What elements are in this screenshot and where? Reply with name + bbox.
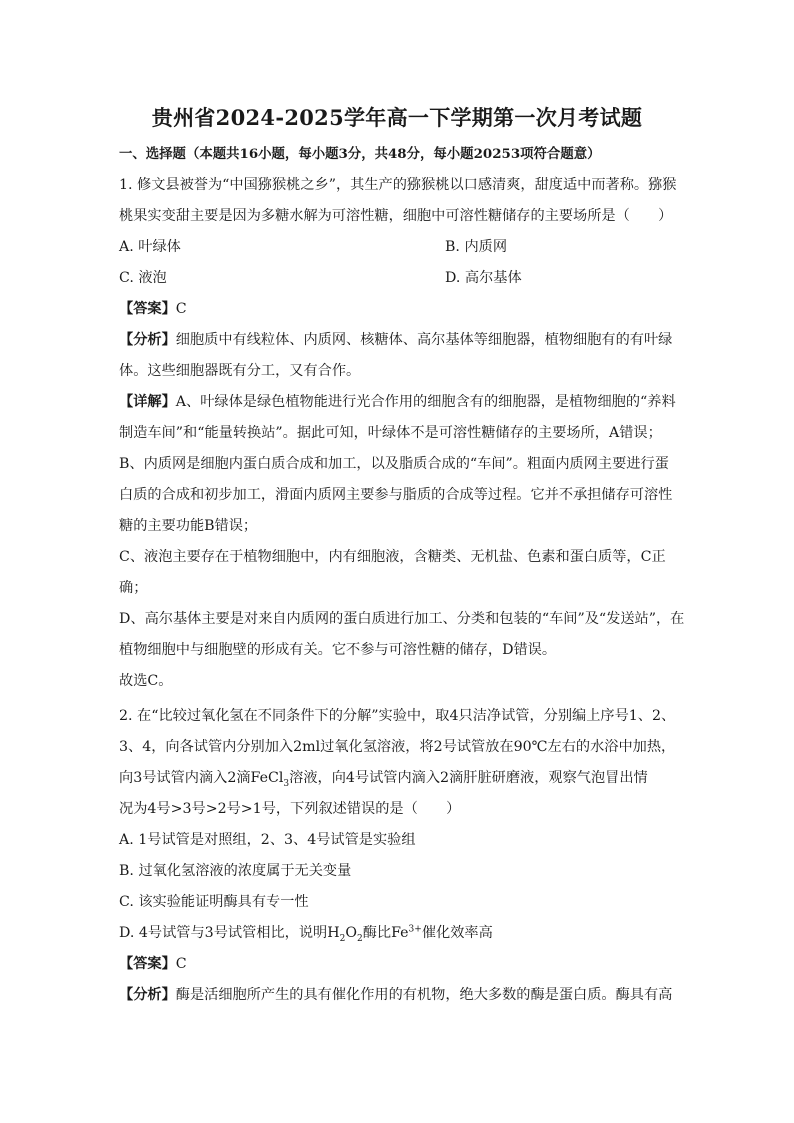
q2-option-d-mid: 酶比Fe [362, 925, 409, 941]
section-heading: 一、选择题（本题共16小题，每小题3分，共48分，每小题20253项符合题意） [119, 146, 601, 162]
q1-conclusion: 故选C。 [119, 673, 173, 689]
analysis-text: 酶是活细胞所产生的具有催化作用的有机物，绝大多数的酶是蛋白质。酶具有高 [175, 987, 673, 1003]
analysis-text: 细胞质中有线粒体、内质网、核糖体、高尔基体等细胞器，植物细胞有的有叶绿 [175, 332, 673, 348]
superscript: 3+ [408, 924, 422, 935]
q2-analysis-line-1 [119, 985, 672, 1005]
q1-option-d: D. 高尔基体 [445, 270, 522, 286]
q2-option-a: A. 1号试管是对照组，2、3、4号试管是实验组 [119, 832, 416, 848]
subscript: 3 [283, 778, 290, 789]
detail-tag: 【详解】 [119, 394, 176, 410]
analysis-tag: 【分析】 [119, 332, 176, 348]
q1-detail-line-2: 制造车间”和“能量转换站”。据此可知，叶绿体不是可溶性糖储存的主要场所，A错误； [119, 425, 662, 441]
q2-option-d-part-a: D. 4号试管与3号试管相比，说明H [119, 925, 340, 941]
q2-option-c: C. 该实验能证明酶具有专一性 [119, 894, 309, 910]
q1-detail-line-1 [119, 392, 676, 412]
subscript: 2 [356, 933, 363, 944]
q1-detail-line-8: D、高尔基体主要是对来自内质网的蛋白质进行加工、分类和包装的“车间”及“发送站”，在 [119, 611, 685, 627]
answer-value: C [175, 301, 187, 317]
analysis-tag: 【分析】 [119, 987, 176, 1003]
q1-analysis-line-2: 体。这些细胞器既有分工，又有合作。 [119, 363, 361, 379]
q2-option-d-part-b: 催化效率高 [421, 925, 493, 941]
q2-stem-line-3-part-a: 向3号试管内滴入2滴FeCl [119, 770, 284, 786]
page-title: 贵州省2024-2025学年高一下学期第一次月考试题 [151, 105, 643, 130]
answer-tag: 【答案】 [119, 956, 176, 972]
q1-option-b: B. 内质网 [445, 239, 508, 255]
q1-detail-line-4: 白质的合成和初步加工，滑面内质网主要参与脂质的合成等过程。它并不承担储存可溶性 [119, 487, 673, 503]
answer-tag: 【答案】 [119, 301, 176, 317]
q1-answer [119, 299, 187, 319]
detail-text: A、叶绿体是绿色植物能进行光合作用的细胞含有的细胞器，是植物细胞的“养料 [175, 394, 676, 410]
q2-option-d-o: O [345, 925, 357, 941]
q2-stem-line-3-part-b: 溶液，向4号试管内滴入2滴肝脏研磨液，观察气泡冒出情 [289, 770, 648, 786]
q2-stem-line-4: 况为4号>3号>2号>1号，下列叙述错误的是（ ） [119, 801, 461, 817]
subscript: 2 [339, 933, 346, 944]
q2-option-d [119, 923, 493, 943]
q1-stem-line-1: 1. 修文县被誉为“中国猕猴桃之乡”，其生产的猕猴桃以口感清爽，甜度适中而著称。猕猴 [119, 177, 677, 193]
q2-stem-line-2: 3、4，向各试管内分别加入2ml过氧化氢溶液，将2号试管放在90℃左右的水浴中加热， [119, 739, 676, 755]
q2-answer [119, 954, 187, 974]
q1-stem-line-2: 桃果实变甜主要是因为多糖水解为可溶性糖，细胞中可溶性糖储存的主要场所是（ ） [119, 208, 673, 224]
q1-option-c: C. 液泡 [119, 270, 167, 286]
q1-detail-line-9: 植物细胞中与细胞壁的形成有关。它不参与可溶性糖的储存，D错误。 [119, 642, 557, 658]
q1-analysis-line-1 [119, 330, 672, 350]
q1-detail-line-5: 糖的主要功能B错误； [119, 518, 258, 534]
q1-detail-line-7: 确； [119, 580, 148, 596]
q1-detail-line-6: C、液泡主要存在于植物细胞中，内有细胞液，含糖类、无机盐、色素和蛋白质等，C正 [119, 549, 666, 565]
q2-stem-line-1: 2. 在“比较过氧化氢在不同条件下的分解”实验中，取4只洁净试管，分别编上序号1、2、 [119, 708, 676, 724]
answer-value: C [175, 956, 187, 972]
q1-option-a: A. 叶绿体 [119, 239, 181, 255]
q1-detail-line-3: B、内质网是细胞内蛋白质合成和加工，以及脂质合成的“车间”。粗面内质网主要进行蛋 [119, 456, 669, 472]
q2-stem-line-3 [119, 768, 648, 788]
q2-option-b: B. 过氧化氢溶液的浓度属于无关变量 [119, 863, 352, 879]
